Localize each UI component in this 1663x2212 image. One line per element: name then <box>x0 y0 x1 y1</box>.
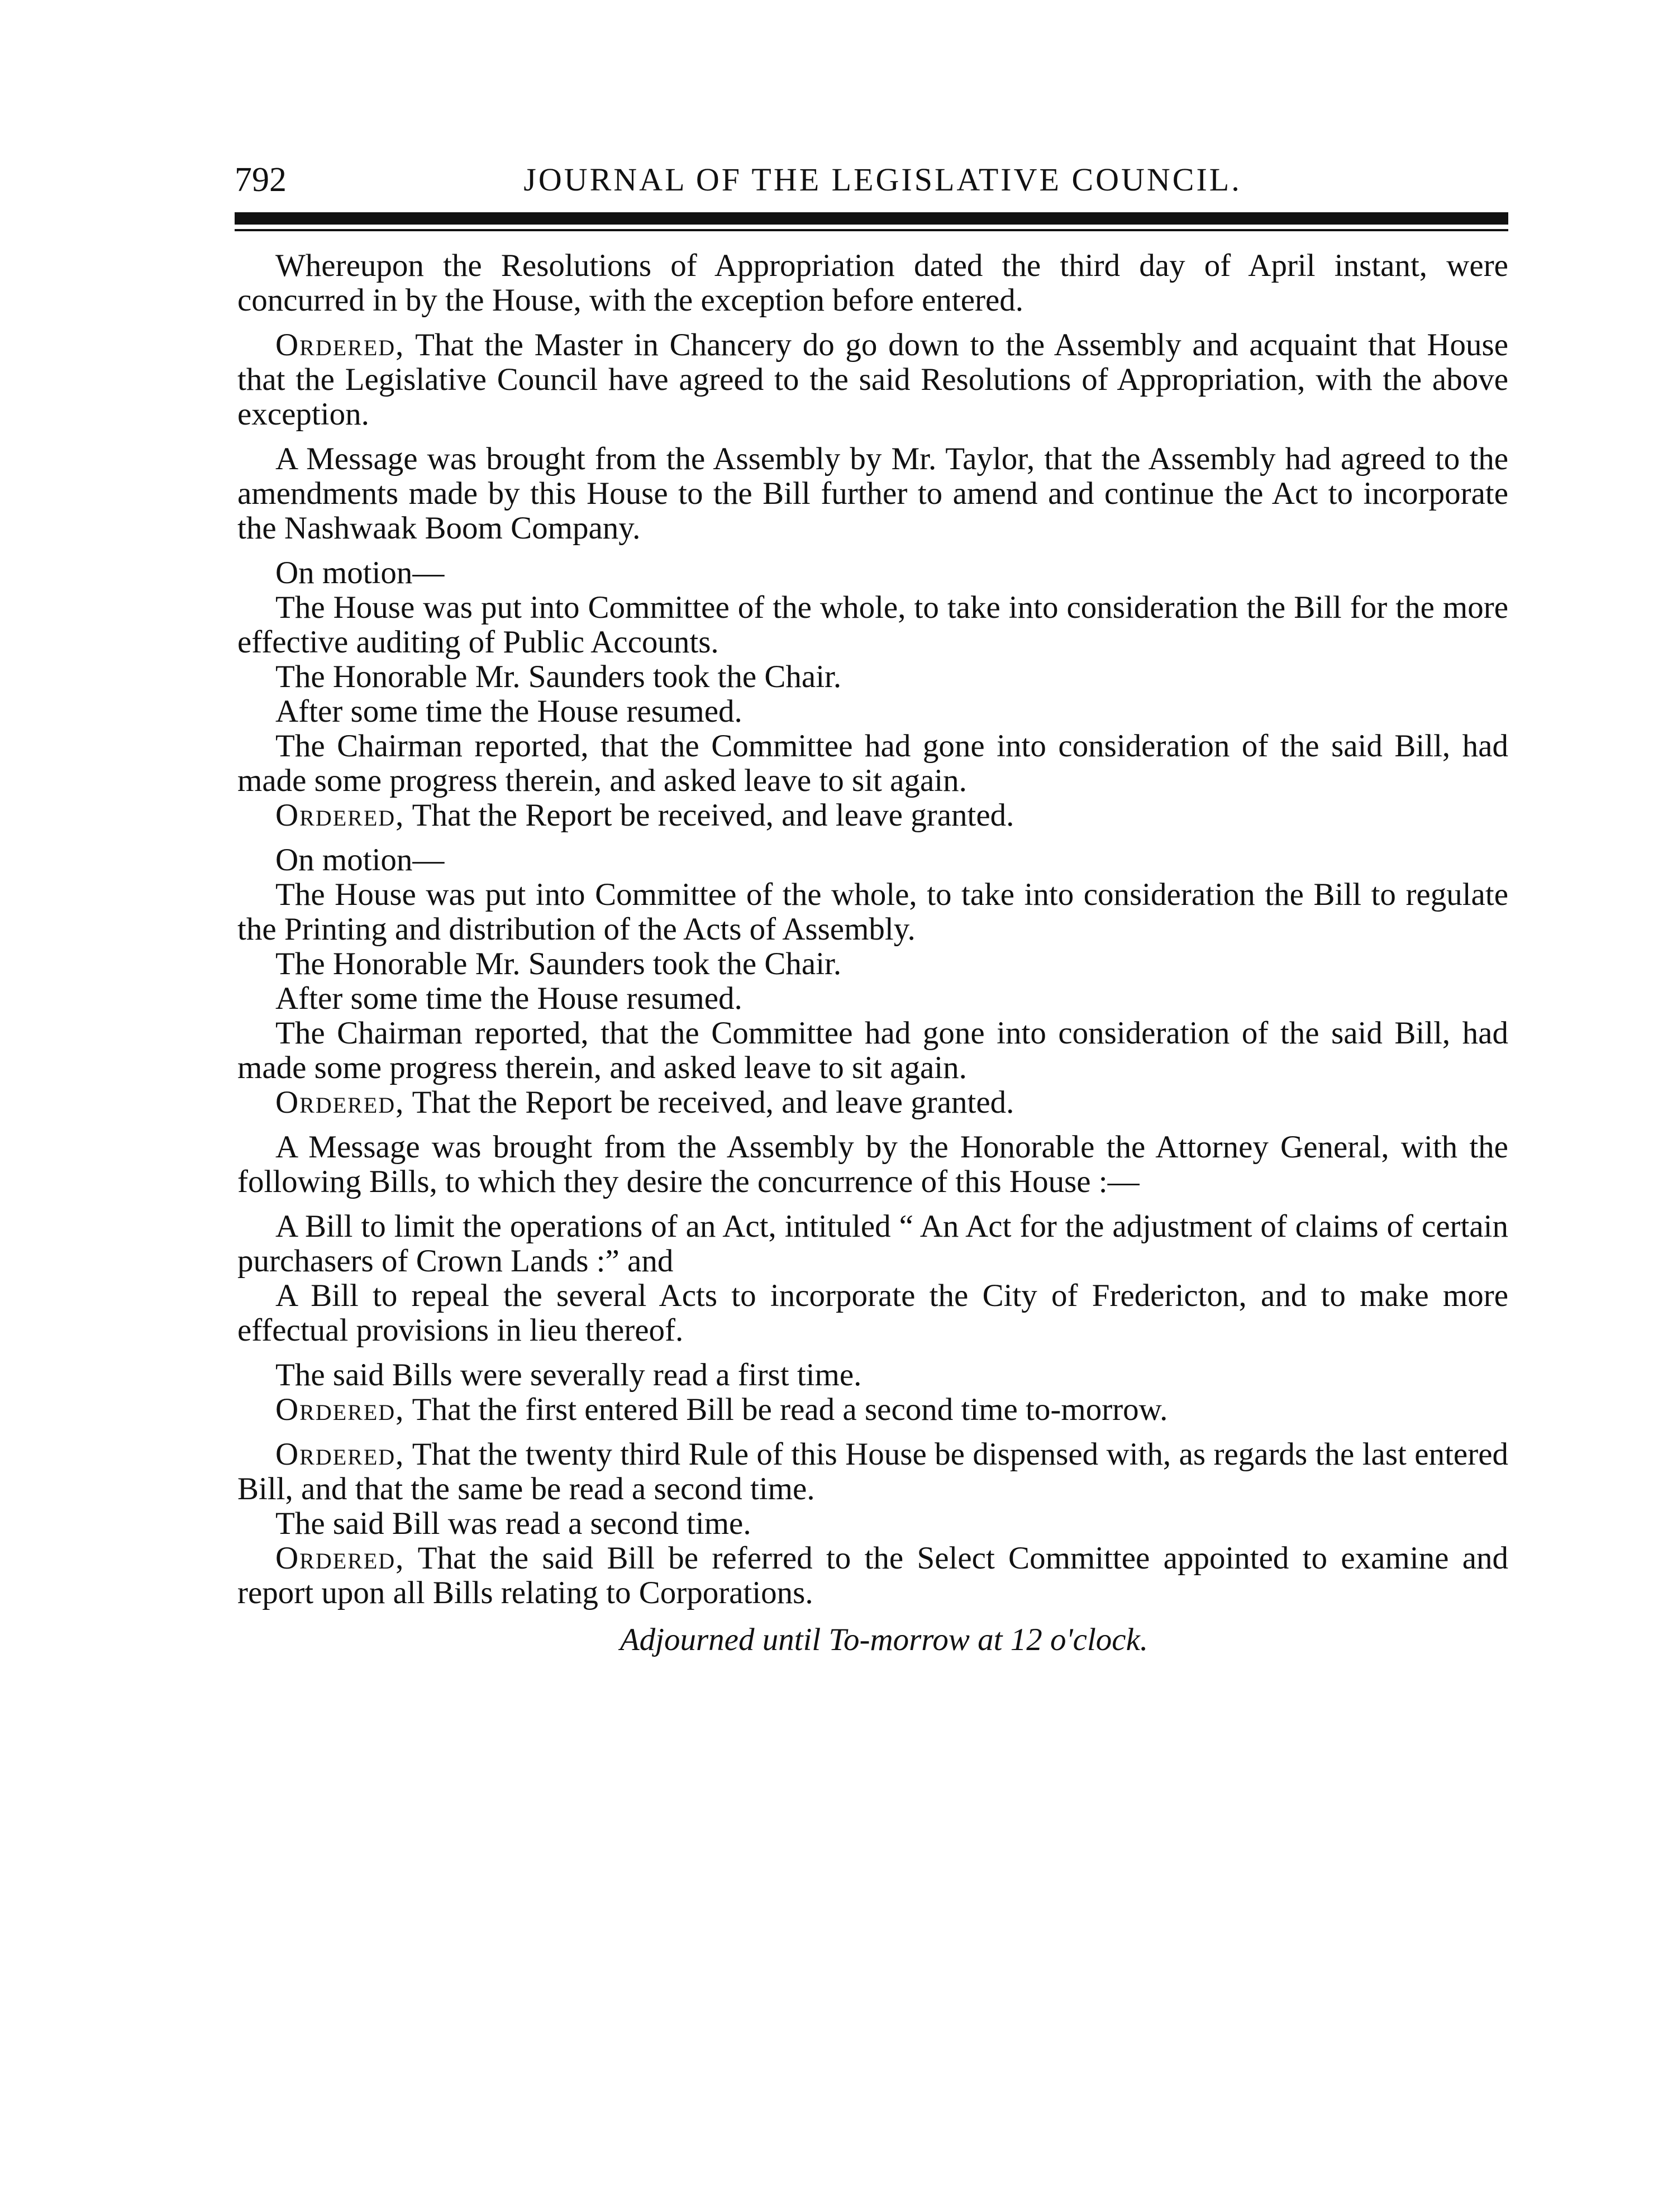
paragraph-ordered: Ordered, That the Master in Chancery do go down to the Assembly and acquaint that House that the Legislative Council have agreed to the said Resolutions of Appropriation, with the above exception. <box>237 327 1508 432</box>
header-rule-thick <box>235 212 1508 225</box>
paragraph-bill: A Bill to limit the operations of an Act, intituled “ An Act for the adjustment of claims of certain purchasers of Crown Lands :” and <box>237 1209 1508 1279</box>
running-title: JOURNAL OF THE LEGISLATIVE COUNCIL. <box>523 161 1242 198</box>
ordered-label: Ordered, <box>275 1085 405 1120</box>
paragraph-ordered: Ordered, That the Report be received, and leave granted. <box>275 798 1014 833</box>
paragraph: A Message was brought from the Assembly by Mr. Taylor, that the Assembly had agreed to the amendments made by this House to the Bill further to amend and continue the Act to incorporate the Nashwaak Boom Company. <box>237 441 1508 546</box>
paragraph: Whereupon the Resolutions of Appropriation dated the third day of April instant, were concurred in by the House, with the exception before entered. <box>237 248 1508 318</box>
paragraph: The Chairman reported, that the Committee had gone into consideration of the said Bill, had made some progress therein, and asked leave to sit again. <box>237 1016 1508 1085</box>
paragraph-on-motion: On motion— <box>275 842 445 878</box>
paragraph: The said Bills were severally read a first time. <box>275 1357 862 1393</box>
paragraph: The Honorable Mr. Saunders took the Chair. <box>275 659 842 694</box>
paragraph: After some time the House resumed. <box>275 694 742 729</box>
page-header <box>235 158 1508 202</box>
paragraph: The Honorable Mr. Saunders took the Chair. <box>275 946 842 981</box>
paragraph-ordered: Ordered, That the twenty third Rule of this House be dispensed with, as regards the last entered Bill, and that the same be read a second time. <box>237 1437 1508 1507</box>
paragraph: The said Bill was read a second time. <box>275 1506 751 1541</box>
paragraph-on-motion: On motion— <box>275 555 445 590</box>
ordered-label: Ordered, <box>275 1437 405 1472</box>
paragraph: The House was put into Committee of the whole, to take into consideration the Bill to regulate the Printing and distribution of the Acts of Assembly. <box>237 877 1508 947</box>
ordered-label: Ordered, <box>275 327 405 363</box>
paragraph-ordered: Ordered, That the Report be received, and leave granted. <box>275 1085 1014 1120</box>
paragraph: The Chairman reported, that the Committee had gone into consideration of the said Bill, had made some progress therein, and asked leave to sit again. <box>237 728 1508 798</box>
paragraph-bill: A Bill to repeal the several Acts to incorporate the City of Fredericton, and to make more effectual provisions in lieu thereof. <box>237 1278 1508 1348</box>
header-rule-thin <box>235 229 1508 231</box>
page-number: 792 <box>235 161 287 199</box>
ordered-label: Ordered, <box>275 1541 405 1576</box>
adjournment-note: Adjourned until To-morrow at 12 o'clock. <box>620 1622 1149 1657</box>
paragraph-ordered: Ordered, That the said Bill be referred to the Select Committee appointed to examine and report upon all Bills relating to Corporations. <box>237 1541 1508 1610</box>
paragraph: After some time the House resumed. <box>275 981 742 1016</box>
paragraph: A Message was brought from the Assembly by the Honorable the Attorney General, with the following Bills, to which they desire the concurrence of this House :— <box>237 1129 1508 1199</box>
paragraph-ordered: Ordered, That the first entered Bill be read a second time to-morrow. <box>275 1392 1168 1427</box>
ordered-label: Ordered, <box>275 1392 405 1427</box>
paragraph: The House was put into Committee of the whole, to take into consideration the Bill for the more effective auditing of Public Accounts. <box>237 590 1508 660</box>
journal-body <box>237 249 1508 1657</box>
ordered-label: Ordered, <box>275 798 405 833</box>
